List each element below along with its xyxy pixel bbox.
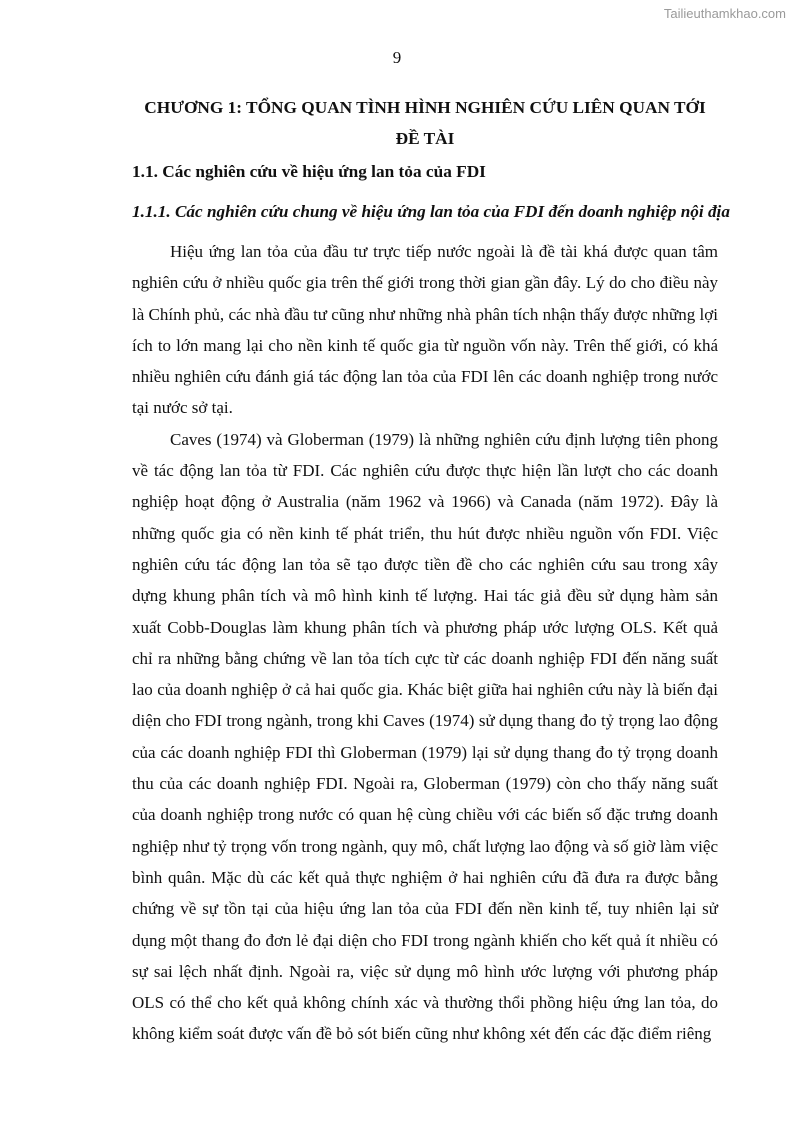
paragraph-2: Caves (1974) và Globerman (1979) là những nghiên cứu định lượng tiên phong về tác động lan tỏa từ FDI. Các nghiên cứu được thực hiện lần lượt cho các doanh nghiệp hoạt động ở Australia (năm 1962 và 1966) và Canada (năm 1972). Đây là những quốc gia có nền kinh tế phát triển, thu hút được nhiều nguồn vốn FDI. Việc nghiên cứu tác động lan tỏa sẽ tạo được tiền đề cho các nghiên cứu sau trong xây dựng khung phân tích và mô hình kinh tế lượng. Hai tác giả đều sử dụng hàm sản xuất Cobb-Douglas làm khung phân tích và phương pháp ước lượng OLS. Kết quả chỉ ra những bằng chứng về lan tỏa tích cực từ các doanh nghiệp FDI đến năng suất lao của doanh nghiệp ở cả hai quốc gia. Khác biệt giữa hai nghiên cứu này là biến đại diện cho FDI trong ngành, trong khi Caves (1974) sử dụng thang đo tỷ trọng lao động của các doanh nghiệp FDI thì Globerman (1979) lại sử dụng thang đo tỷ trọng doanh thu của các doanh nghiệp FDI. Ngoài ra, Globerman (1979) còn cho thấy năng suất của doanh nghiệp trong nước có quan hệ cùng chiều với các biến số đặc trưng doanh nghiệp như tỷ trọng vốn trong ngành, quy mô, chất lượng lao động và số giờ làm việc bình quân. Mặc dù các kết quả thực nghiệm ở hai nghiên cứu đã đưa ra được bằng chứng về sự tồn tại của hiệu ứng lan tỏa của FDI đến nền kinh tế, tuy nhiên lại sử dụng một thang đo đơn lẻ đại diện cho FDI trong ngành khiến cho kết quả ít nhiều có sự sai lệch nhất định. Ngoài ra, việc sử dụng mô hình ước lượng với phương pháp OLS có thể cho kết quả không chính xác và thường thổi phồng hiệu ứng lan tỏa, do không kiểm soát được vấn đề bỏ sót biến cũng như không xét đến các đặc điểm riêng — [132, 429, 718, 1044]
section-heading: 1.1. Các nghiên cứu về hiệu ứng lan tỏa của FDI — [132, 162, 486, 181]
page-number: 9 — [392, 48, 402, 67]
chapter-title: CHƯƠNG 1: TỔNG QUAN TÌNH HÌNH NGHIÊN CỨU LIÊN QUAN TỚI ĐỀ TÀI — [144, 98, 706, 148]
paragraph-1: Hiệu ứng lan tỏa của đầu tư trực tiếp nước ngoài là đề tài khá được quan tâm nghiên cứu ở nhiều quốc gia trên thế giới trong thời gian gần đây. Lý do cho điều này là Chính phủ, các nhà đầu tư cũng như những nhà phân tích nhận thấy được những lợi ích to lớn mang lại cho nền kinh tế quốc gia từ nguồn vốn này. Trên thế giới, có khá nhiều nghiên cứu đánh giá tác động lan tỏa của FDI lên các doanh nghiệp trong nước tại nước sở tại. — [132, 242, 718, 418]
subsection-heading: 1.1.1. Các nghiên cứu chung về hiệu ứng lan tỏa của FDI đến doanh nghiệp nội địa — [132, 202, 730, 221]
body-text — [132, 236, 718, 1050]
watermark-text: Tailieuthamkhao.com — [663, 6, 786, 21]
